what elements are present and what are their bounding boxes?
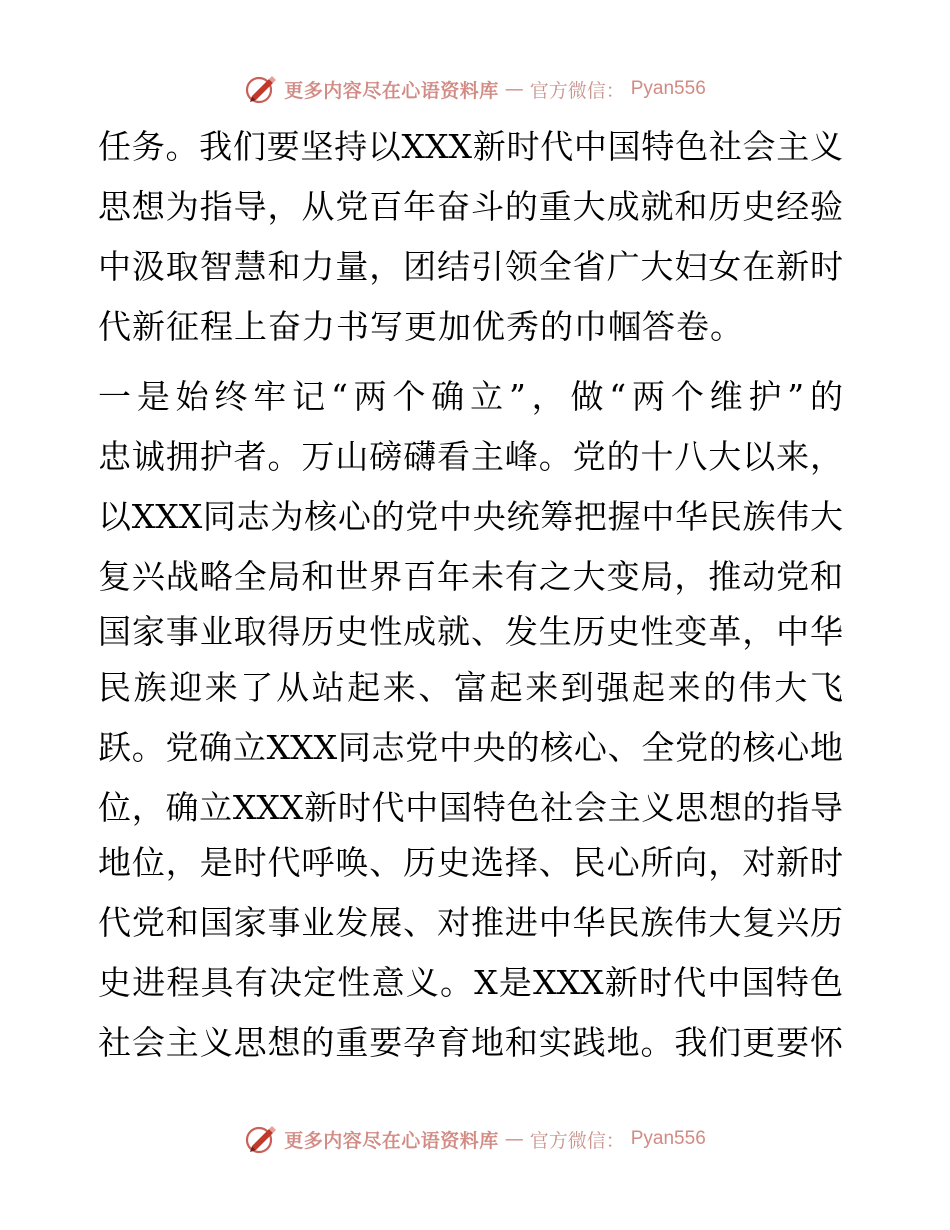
text-line: 跃。党确立XXX同志党中央的核心、全党的核心地 (98, 728, 843, 767)
header-watermark (0, 72, 950, 106)
watermark-wechat-label: 官方微信： (529, 1129, 625, 1152)
watermark-wechat-id: Pyan556 (630, 1128, 706, 1149)
text-line: 史进程具有决定性意义。X是XXX新时代中国特色 (98, 963, 843, 1002)
watermark-wechat-id: Pyan556 (630, 78, 706, 99)
text-line: 国家事业取得历史性成就、发生历史性变革，中华 (98, 612, 843, 651)
text-line: 民族迎来了从站起来、富起来到强起来的伟大飞 (98, 668, 843, 707)
text-line: 代党和国家事业发展、对推进中华民族伟大复兴历 (98, 903, 843, 942)
watermark-separator: — (504, 78, 524, 100)
text-line: 社会主义思想的重要孕育地和实践地。我们更要怀 (98, 1023, 843, 1062)
pen-logo-icon (244, 72, 278, 106)
text-line: 复兴战略全局和世界百年未有之大变局，推动党和 (98, 557, 843, 596)
text-line: 忠诚拥护者。万山磅礴看主峰。党的十八大以来， (98, 437, 843, 476)
text-line: 思想为指导，从党百年奋斗的重大成就和历史经验 (98, 187, 843, 226)
text-line: 位，确立XXX新时代中国特色社会主义思想的指导 (98, 788, 843, 827)
pen-logo-icon (244, 1122, 278, 1156)
text-line: 任务。我们要坚持以XXX新时代中国特色社会主义 (98, 127, 843, 166)
footer-watermark (0, 1122, 950, 1156)
text-line: 地位，是时代呼唤、历史选择、民心所向，对新时 (98, 843, 843, 882)
watermark-main-text: 更多内容尽在心语资料库 (284, 79, 499, 102)
watermark-wechat-label: 官方微信： (529, 79, 625, 102)
text-line: 以XXX同志为核心的党中央统筹把握中华民族伟大 (98, 497, 843, 536)
text-line: 中汲取智慧和力量，团结引领全省广大妇女在新时 (98, 247, 843, 286)
watermark-main-text: 更多内容尽在心语资料库 (284, 1129, 499, 1152)
text-line: 代新征程上奋力书写更加优秀的巾帼答卷。 (98, 307, 744, 346)
watermark-separator: — (504, 1128, 524, 1150)
text-line: 一是始终牢记“两个确立”，做“两个维护”的 (98, 377, 843, 416)
